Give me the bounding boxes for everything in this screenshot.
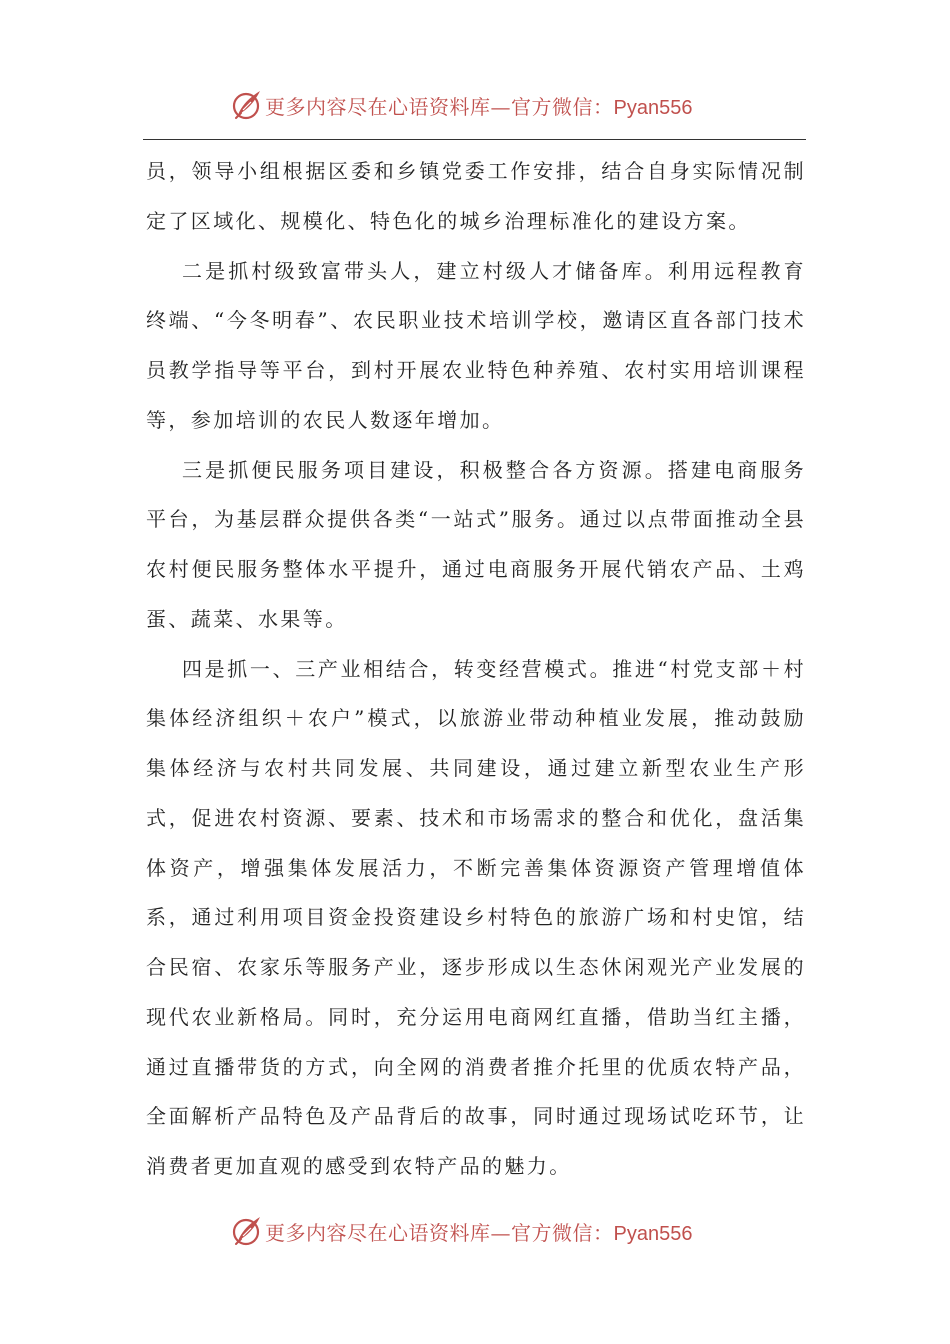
header-banner [0,85,950,125]
banner-site-name: 更多内容尽在心语资料库 [265,94,491,119]
banner-wechat-label: 官方微信： [511,1220,614,1245]
footer-banner-content [229,1211,692,1251]
banner-wechat-label: 官方微信： [511,94,614,119]
document-body [146,147,806,1192]
banner-site-name: 更多内容尽在心语资料库 [265,1220,491,1245]
paragraph-convenience-services: 三是抓便民服务项目建设，积极整合各方资源。搭建电商服务平台，为基层群众提供各类“一站式”服务。通过以点带面推动全县农村便民服务整体水平提升，通过电商服务开展代销农产品、土鸡蛋、蔬菜、水果等。 [146,457,806,631]
footer-banner [0,1211,950,1251]
paragraph-industry-integration: 四是抓一、三产业相结合，转变经营模式。推进“村党支部＋村集体经济组织＋农户”模式，以旅游业带动种植业发展，推动鼓励集体经济与农村共同发展、共同建设，通过建立新型农业生产形式，促进农村资源、要素、技术和市场需求的整合和优化，盘活集体资产，增强集体发展活力，不断完善集体资源资产管理增值体系，通过利用项目资金投资建设乡村特色的旅游广场和村史馆，结合民宿、农家乐等服务产业，逐步形成以生态休闲观光产业发展的现代农业新格局。同时，充分运用电商网红直播，借助当红主播，通过直播带货的方式，向全网的消费者推介托里的优质农特产品，全面解析产品特色及产品背后的故事，同时通过现场试吃环节，让消费者更加直观的感受到农特产品的魅力。 [146,656,806,1178]
paragraph-continuation: 员，领导小组根据区委和乡镇党委工作安排，结合自身实际情况制定了区域化、规模化、特色化的城乡治理标准化的建设方案。 [146,159,806,233]
quill-logo-icon [229,88,263,122]
header-banner-content [229,85,692,125]
header-banner-text [265,91,692,120]
banner-dash: — [490,1220,511,1245]
quill-logo-icon [229,1214,263,1248]
footer-banner-text [265,1217,692,1246]
banner-wechat-id: Pyan556 [613,1222,693,1245]
banner-dash: — [490,94,511,119]
header-divider [143,139,806,140]
paragraph-talent-reserve: 二是抓村级致富带头人，建立村级人才储备库。利用远程教育终端、“今冬明春”、农民职业技术培训学校，邀请区直各部门技术员教学指导等平台，到村开展农业特色种养殖、农村实用培训课程等，参加培训的农民人数逐年增加。 [146,258,806,432]
banner-wechat-id: Pyan556 [613,96,693,119]
